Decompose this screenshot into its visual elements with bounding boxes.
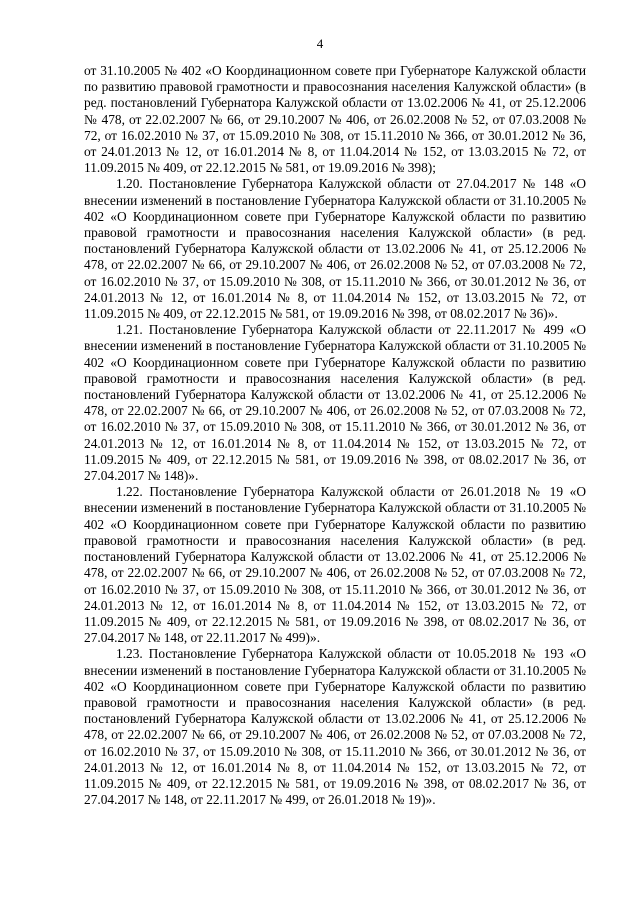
paragraph-item-1-20: 1.20. Постановление Губернатора Калужской области от 27.04.2017 № 148 «О внесении изменений в постановление Губернатора Калужской области от 31.10.2005 № 402 «О Координационном совете при Губернаторе Калужской области по развитию правовой грамотности и правосознания населения Калужской области» (в ред. постановлений Губернатора Калужской области от 13.02.2006 № 41, от 25.12.2006 № 478, от 22.02.2007 № 66, от 29.10.2007 № 406, от 26.02.2008 № 52, от 07.03.2008 № 72, от 16.02.2010 № 37, от 15.09.2010 № 308, от 15.11.2010 № 366, от 30.01.2012 № 36, от 24.01.2013 № 12, от 16.01.2014 № 8, от 11.04.2014 № 152, от 13.03.2015 № 72, от 11.09.2015 № 409, от 22.12.2015 № 581, от 19.09.2016 № 398, от 08.02.2017 № 36)». [84,176,586,322]
page-number: 4 [316,36,324,51]
paragraph-item-1-22: 1.22. Постановление Губернатора Калужской области от 26.01.2018 № 19 «О внесении изменений в постановление Губернатора Калужской области от 31.10.2005 № 402 «О Координационном совете при Губернаторе Калужской области по развитию правовой грамотности и правосознания населения Калужской области» (в ред. постановлений Губернатора Калужской области от 13.02.2006 № 41, от 25.12.2006 № 478, от 22.02.2007 № 66, от 29.10.2007 № 406, от 26.02.2008 № 52, от 07.03.2008 № 72, от 16.02.2010 № 37, от 15.09.2010 № 308, от 15.11.2010 № 366, от 30.01.2012 № 36, от 24.01.2013 № 12, от 16.01.2014 № 8, от 11.04.2014 № 152, от 13.03.2015 № 72, от 11.09.2015 № 409, от 22.12.2015 № 581, от 19.09.2016 № 398, от 08.02.2017 № 36, от 27.04.2017 № 148, от 22.11.2017 № 499)». [84,484,586,646]
paragraph-item-1-23: 1.23. Постановление Губернатора Калужской области от 10.05.2018 № 193 «О внесении изменений в постановление Губернатора Калужской области от 31.10.2005 № 402 «О Координационном совете при Губернаторе Калужской области по развитию правовой грамотности и правосознания населения Калужской области» (в ред. постановлений Губернатора Калужской области от 13.02.2006 № 41, от 25.12.2006 № 478, от 22.02.2007 № 66, от 29.10.2007 № 406, от 26.02.2008 № 52, от 07.03.2008 № 72, от 16.02.2010 № 37, от 15.09.2010 № 308, от 15.11.2010 № 366, от 30.01.2012 № 36, от 24.01.2013 № 12, от 16.01.2014 № 8, от 11.04.2014 № 152, от 13.03.2015 № 72, от 11.09.2015 № 409, от 22.12.2015 № 581, от 19.09.2016 № 398, от 08.02.2017 № 36, от 27.04.2017 № 148, от 22.11.2017 № 499, от 26.01.2018 № 19)». [84,646,586,808]
paragraph-continuation: от 31.10.2005 № 402 «О Координационном совете при Губернаторе Калужской области по развитию правовой грамотности и правосознания населения Калужской области» (в ред. постановлений Губернатора Калужской области от 13.02.2006 № 41, от 25.12.2006 № 478, от 22.02.2007 № 66, от 29.10.2007 № 406, от 26.02.2008 № 52, от 07.03.2008 № 72, от 16.02.2010 № 37, от 15.09.2010 № 308, от 15.11.2010 № 366, от 30.01.2012 № 36, от 24.01.2013 № 12, от 16.01.2014 № 8, от 11.04.2014 № 152, от 13.03.2015 № 72, от 11.09.2015 № 409, от 22.12.2015 № 581, от 19.09.2016 № 398); [84,63,586,176]
document-body [84,63,586,808]
paragraph-item-1-21: 1.21. Постановление Губернатора Калужской области от 22.11.2017 № 499 «О внесении изменений в постановление Губернатора Калужской области от 31.10.2005 № 402 «О Координационном совете при Губернаторе Калужской области по развитию правовой грамотности и правосознания населения Калужской области» (в ред. постановлений Губернатора Калужской области от 13.02.2006 № 41, от 25.12.2006 № 478, от 22.02.2007 № 66, от 29.10.2007 № 406, от 26.02.2008 № 52, от 07.03.2008 № 72, от 16.02.2010 № 37, от 15.09.2010 № 308, от 15.11.2010 № 366, от 30.01.2012 № 36, от 24.01.2013 № 12, от 16.01.2014 № 8, от 11.04.2014 № 152, от 13.03.2015 № 72, от 11.09.2015 № 409, от 22.12.2015 № 581, от 19.09.2016 № 398, от 08.02.2017 № 36, от 27.04.2017 № 148)». [84,322,586,484]
